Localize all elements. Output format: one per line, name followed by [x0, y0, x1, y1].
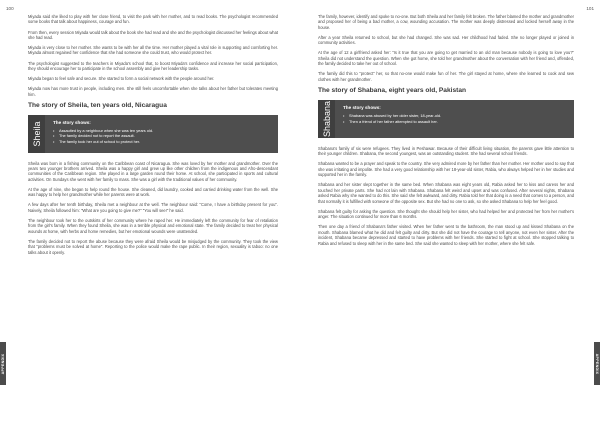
story-summary — [335, 100, 574, 138]
page-number: 101 — [586, 6, 594, 11]
paragraph: At the age of 12 a girlfriend asked her: "Is it true that you are going to get married to an old man because nobody is going to love you?" Sheila did not understand the question. When she got home, she told her grandmother about the conversation with her friend and, offended, the family decided to take her out of school. — [318, 50, 574, 67]
right-page — [300, 0, 600, 424]
story-name-tab — [28, 115, 45, 153]
paragraph: The family decided not to report the abuse because they were afraid Sheila would be misjudged by the community. They took the view that "problems must be solved at home". Reporting to the police would make the rape public. In their region, sexuality is taboo: no one talks about it openly. — [28, 238, 278, 255]
paragraph: The neighbour took her to the outskirts of her community where he raped her. He immediately left the community for fear of retaliation from the girl's family. When they found Sheila, she was in a terrible physical and emotional state. The family decided to treat her physical wounds at home, with herbs and home remedies, but her emotional wounds were unattended. — [28, 217, 278, 234]
story-summary — [45, 115, 278, 153]
summary-list — [343, 113, 566, 125]
summary-title: The story shows: — [53, 119, 91, 125]
summary-bullet: • The family took her out of school to protect her. — [53, 139, 270, 145]
paragraph: Shabana felt guilty for asking the question. She thought she should help her sister, who had helped her and protected her from her mother's anger. The situation continued for more than 6 months. — [318, 208, 574, 220]
summary-bullet: • Assaulted by a neighbour when she was ten years old. — [53, 128, 270, 134]
paragraph: The psychologist suggested to the teachers in Miyada's school that, to boost Miyada's confidence and increase her social participation, they should encourage her to participate in the school assembly and give her leadership tasks. — [28, 60, 278, 71]
story-name: Shabana — [321, 100, 332, 137]
paragraph: After a year Sheila returned to school, but she had changed. She was sad. Her childhood had faded. She no longer played or joined in community activities. — [318, 34, 574, 46]
paragraph: Miyada now has more trust in people, including men. She still feels uncomfortable when she talks about her father but tolerates meeting him. — [28, 86, 278, 97]
paragraph: The family did this to "protect" her, so that no-one would make fun of her. The girl stayed at home, where she learned to cook and sew clothes with her grandmother. — [318, 71, 574, 82]
story-summary-box — [28, 115, 278, 153]
summary-list — [53, 128, 270, 146]
story-summary-box — [318, 100, 574, 138]
paragraph: Shabana wanted to be a prayer and speak to the country. She very admired more by her father than her mother. Her mother used to say that she was irritating and impolite. She had a very good relationship with her 18-year-old sister, Rabia, who always helped her in her studies and supported her in the family. — [318, 161, 574, 178]
left-text-column — [28, 14, 278, 260]
summary-bullet: • Shabana was abused by her older sister, 18-year-old. — [343, 113, 566, 119]
appendix-tab — [594, 342, 600, 385]
paragraph: Then one day a friend of Shabana's father visited. When her father went to the bathroom, the man stood up and kissed Shabana on the mouth. Shabana blamed what he did and felt guilty and dirty. But she did not have the courage to tell anyone, not even her sister. After the incident, Shabana became depressed and started to have problems with her friends. She started to fight at school. She stopped talking to Rabia and refused to sleep with her in the same bed. She said she wanted to sleep with her mother, where she felt safe. — [318, 224, 574, 246]
summary-title: The story shows: — [343, 104, 381, 110]
paragraph: At the age of nine, she began to help round the house. She cleaned, did laundry, cooked and carried drinking water from the well. She was happy to help her grandmother while her parents were at work. — [28, 186, 278, 198]
paragraph: Sheila was born in a fishing community on the Caribbean coast of Nicaragua. She was loved by her mother and grandmother. Over the years two younger brothers arrived. Sheila was a happy girl and grew up like other children from the indigenous and Afro-descendant communities of the Caribbean region. She played in a large garden round their home. At school, she participated in sports and cultural activities. On Sundays she went with her family to mass. She was a girl with the traditional values of her community. — [28, 160, 278, 182]
paragraph: Miyada began to feel safe and secure. She started to form a social network with the people around her. — [28, 76, 215, 81]
summary-bullet: • Then a friend of her father attempted to assault her. — [343, 119, 566, 125]
paragraph: The family, however, identify and spoke to no-one. But both Sheila and her family felt broken. The father blamed the mother and grandmother and proposed her of being a bad mother, a cow, wounding accusation. The mother was deeply distressed and locked herself away in the house. — [318, 14, 574, 30]
page-number: 100 — [6, 6, 14, 11]
paragraph: Miyada said she liked to play with her close friend, to visit the park with her mother, and to read books. The psychologist recommended some books that talk about happiness, courage and fun. — [28, 14, 278, 25]
paragraph: Miyada is very close to her mother. She wants to be with her all the time. Her mother played a vital role in supporting and comforting her. Miyada almost regained her confidence that she had someone she could trust, who would protect her. — [28, 45, 278, 56]
story-name-tab — [318, 100, 335, 138]
story-heading: The story of Shabana, eight years old, Pakistan — [318, 86, 467, 94]
appendix-tab-label: APPENDIX — [1, 353, 5, 374]
appendix-tab — [0, 342, 6, 385]
paragraph: From then, every session Miyada would talk about the book she had read and she and the psychologist discussed her feelings about what she had read. — [28, 29, 278, 40]
summary-bullet: • The family decided not to report the assault. — [53, 133, 270, 139]
appendix-tab-label: APPENDIX — [595, 353, 599, 374]
story-name: Sheila — [31, 121, 42, 147]
right-text-column — [318, 14, 574, 251]
paragraph: Shabana and her sister slept together in the same bed. When Shabana was eight years old, Rabia asked her to kiss and caress her and touched her private parts. She had not lain with Shabana. Shabana felt weird and upset and was confused. After several nights, Shabana asked Rabia why she wanted to do this. She said she felt awkward, and dirty. Rabia told her that doing is a need that comes to a person, and that normally it is fulfilled with someone of the opposite sex. But she had no one to ask, so she asked Shabana to help her feel good. — [318, 182, 574, 204]
paragraph: Shabana's family of six were refugees. They lived in Peshawar. Because of their difficult living situation, the parents gave little attention to their younger children. Shabana, the second youngest, was an outstanding student. She had several school friends. — [318, 145, 574, 157]
story-heading: The story of Sheila, ten years old, Nicaragua — [28, 101, 167, 109]
paragraph: A few days after her tenth birthday, Sheila met a neighbour at the well. The neighbour said: "Come, I have a birthday present for you". Naively, Sheila followed him: "What are you going to give me?" "You will see!" he said. — [28, 202, 278, 213]
